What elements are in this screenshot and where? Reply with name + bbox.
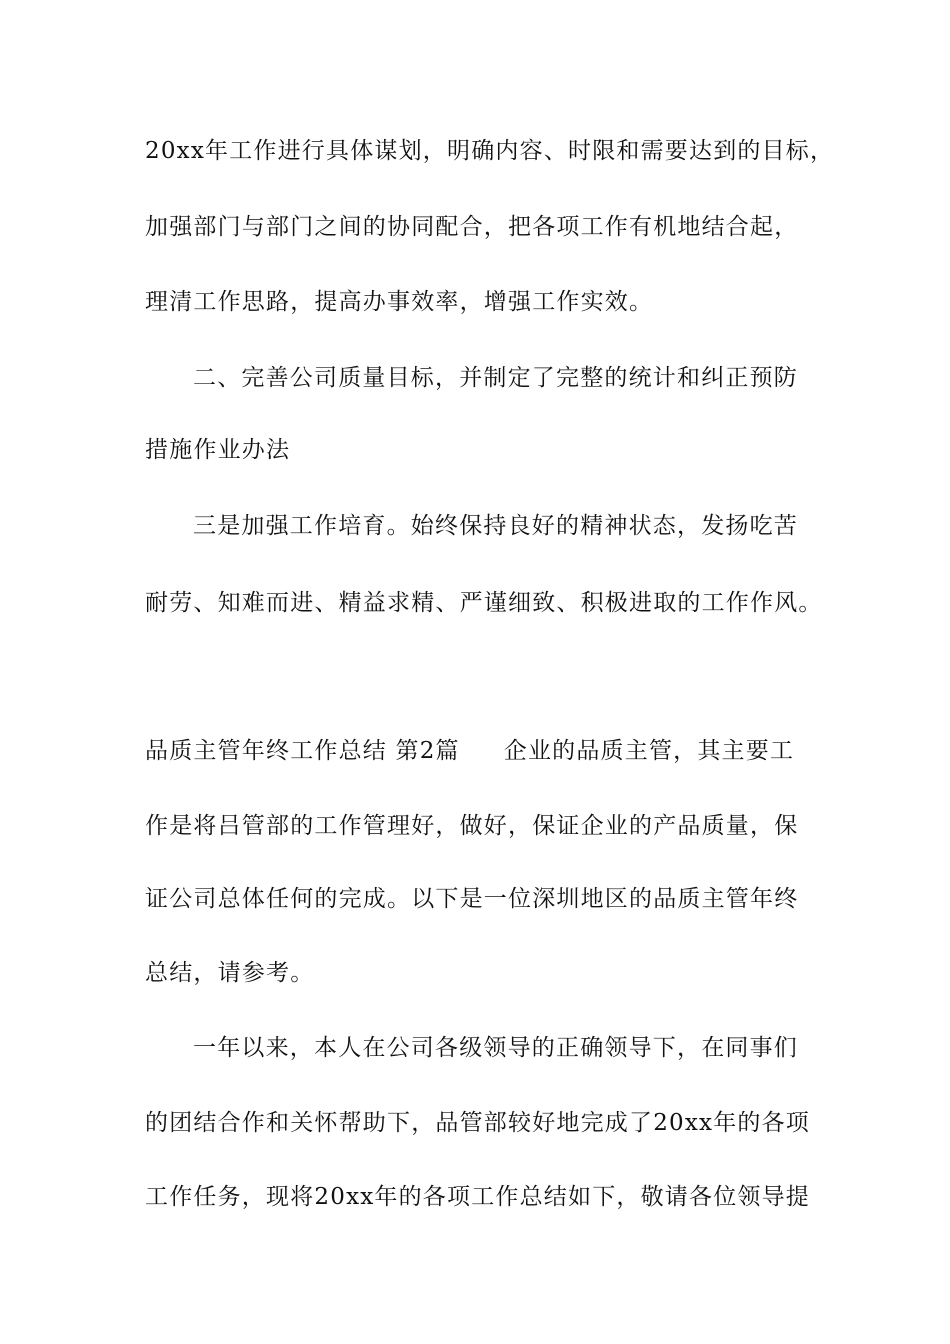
article-title-line [145,736,794,766]
paragraph-line: 一年以来，本人在公司各级领导的正确领导下，在同事们 [193,1035,798,1061]
paragraph-line: 总结，请参考。 [145,960,315,986]
paragraph-line: 证公司总体任何的完成。以下是一位深圳地区的品质主管年终 [145,886,799,912]
paragraph-line: 加强部门与部门之间的协同配合，把各项工作有机地结合起， [145,214,799,240]
article-intro-start: 企业的品质主管，其主要工 [503,738,795,764]
paragraph-line: 的团结合作和关怀帮助下，品管部较好地完成了20xx年的各项 [145,1110,811,1136]
paragraph-line: 理清工作思路，提高办事效率，增强工作实效。 [145,289,654,315]
paragraph-line: 作是将吕管部的工作管理好，做好，保证企业的产品质量，保 [145,813,799,839]
article-title: 品质主管年终工作总结 第2篇 [145,738,460,764]
section-heading-line: 二、完善公司质量目标，并制定了完整的统计和纠正预防 [193,365,798,391]
paragraph-line: 20xx年工作进行具体谋划，明确内容、时限和需要达到的目标， [145,138,835,164]
section-heading-line: 措施作业办法 [145,437,291,463]
paragraph-line: 三是加强工作培育。始终保持良好的精神状态，发扬吃苦 [193,513,798,539]
paragraph-line: 工作任务，现将20xx年的各项工作总结如下，敬请各位领导提 [145,1184,811,1210]
paragraph-line: 耐劳、知难而进、精益求精、严谨细致、积极进取的工作作风。 [145,590,823,616]
